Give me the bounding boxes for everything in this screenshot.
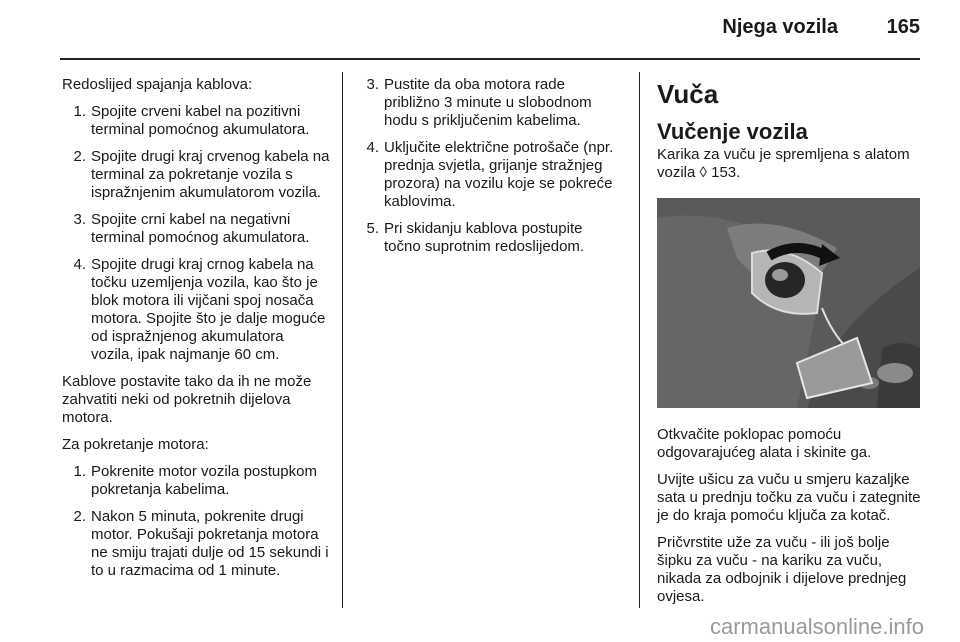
connection-intro: Redoslijed spajanja kablova:	[62, 76, 253, 93]
column-middle	[361, 76, 623, 265]
tow-rope-instruction: Pričvrstite uže za vuču - ili još bolje šipku za vuču - na kariku za vuču, nikada za odbojnik i dijelove prednjeg ovjesa.	[657, 534, 907, 605]
list-item: 3. Pustite da oba motora rade približno 3 minute u slobodnom hodu s priključenim kabelima.	[366, 76, 592, 129]
list-item: 2. Nakon 5 minuta, pokrenite drugi motor. Pokušaji pokretanja motora ne smiju trajati dulje od 15 sekundi i to u razmacima od 1 minute.	[73, 508, 329, 579]
column-left	[62, 76, 330, 589]
column-divider-1	[342, 72, 343, 608]
list-item: 4. Spojite drugi kraj crnog kabela na točku uzemljenja vozila, kao što je blok motora ili vijčani spoj nosača motora. Spojite što je dalje moguće od ispražnjenog akumulatora vozila, ipak najmanje 60 cm.	[73, 256, 326, 363]
watermark: carmanualsonline.info	[709, 614, 924, 639]
page-header-title: Njega vozila	[722, 16, 838, 38]
towing-intro: Karika za vuču je spremljena s alatom vozila ◊ 153.	[657, 146, 910, 181]
page-number: 165	[886, 16, 920, 38]
list-item: 3. Spojite crni kabel na negativni terminal pomoćnog akumulatora.	[73, 211, 310, 246]
tow-eye-instruction: Uvijte ušicu za vuču u smjeru kazaljke sata u prednju točku za vuču i zategnite je do kraja pomoću ključa za kotač.	[657, 471, 921, 524]
section-heading: Vuča	[657, 79, 719, 109]
connection-steps	[62, 103, 330, 364]
list-item: 1. Spojite crveni kabel na pozitivni terminal pomoćnog akumulatora.	[73, 103, 310, 138]
list-item: 4. Uključite električne potrošače (npr. prednja svjetla, grijanje stražnjeg prozora) na vozilu koje se pokreće kablovima.	[366, 139, 614, 210]
column-divider-2	[639, 72, 640, 608]
cable-note: Kablove postavite tako da ih ne može zahvatiti neki od pokretnih dijelova motora.	[62, 373, 312, 426]
tow-eye-illustration	[657, 198, 920, 408]
cover-instruction: Otkvačite poklopac pomoću odgovarajućeg alata i skinite ga.	[657, 426, 872, 461]
subsection-heading: Vučenje vozila	[657, 119, 808, 144]
header-rule	[60, 58, 920, 60]
start-intro: Za pokretanje motora:	[62, 436, 209, 453]
list-item: 1. Pokrenite motor vozila postupkom pokretanja kabelima.	[73, 463, 317, 498]
start-steps	[62, 463, 330, 580]
list-item: 2. Spojite drugi kraj crvenog kabela na terminal za pokretanje vozila s ispražnjenim akumulatorom vozila.	[73, 148, 330, 201]
continued-steps	[361, 76, 623, 256]
list-item: 5. Pri skidanju kablova postupite točno suprotnim redoslijedom.	[366, 220, 585, 255]
column-right	[657, 76, 923, 615]
